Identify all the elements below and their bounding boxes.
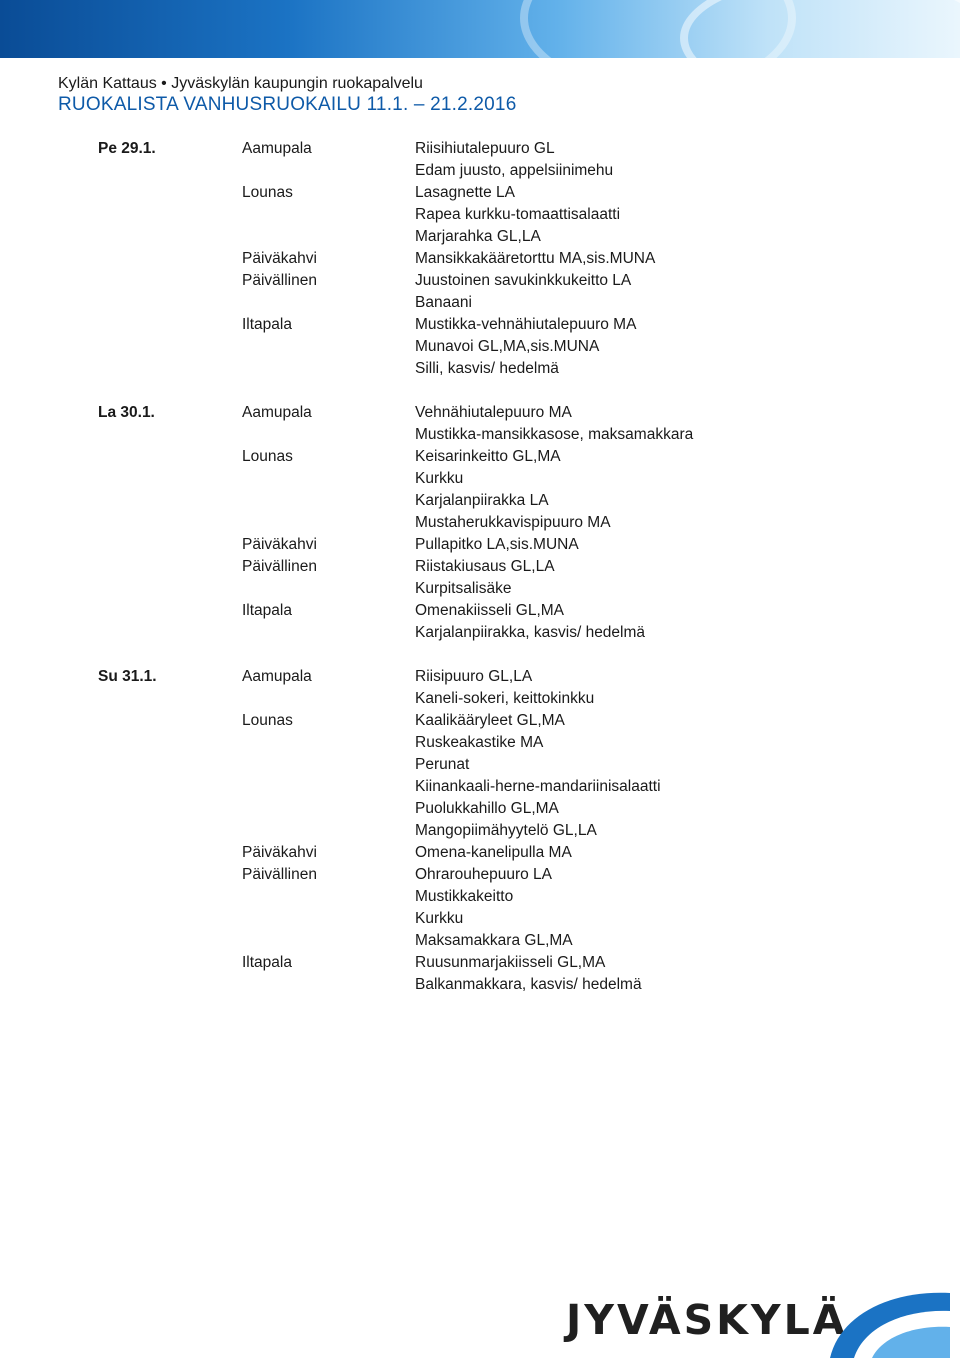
meal-label: Lounas [242, 448, 293, 465]
menu-row [0, 160, 960, 182]
dish-item: Marjarahka GL,LA [415, 228, 541, 245]
dish-item: Omena-kanelipulla MA [415, 844, 572, 861]
menu-row [0, 776, 960, 798]
menu-row [0, 600, 960, 622]
day-label: La 30.1. [98, 404, 155, 421]
menu-row [0, 754, 960, 776]
day-block [0, 402, 960, 644]
menu-row [0, 402, 960, 424]
dish-item: Ruskeakastike MA [415, 734, 544, 751]
meal-label: Päivällinen [242, 558, 317, 575]
menu-row [0, 424, 960, 446]
dish-item: Karjalanpiirakka LA [415, 492, 549, 509]
dish-item: Mustaherukkavispipuuro MA [415, 514, 611, 531]
dish-item: Ruusunmarjakiisseli GL,MA [415, 954, 606, 971]
day-label: Pe 29.1. [98, 140, 156, 157]
menu-row [0, 138, 960, 160]
dish-item: Silli, kasvis/ hedelmä [415, 360, 559, 377]
menu-row [0, 930, 960, 952]
menu-row [0, 204, 960, 226]
menu-row [0, 666, 960, 688]
dish-item: Karjalanpiirakka, kasvis/ hedelmä [415, 624, 646, 641]
dish-item: Riistakiusaus GL,LA [415, 558, 555, 575]
menu-row [0, 512, 960, 534]
menu-row [0, 248, 960, 270]
menu-title: RUOKALISTA VANHUSRUOKAILU 11.1. – 21.2.2016 [58, 94, 517, 115]
dish-item: Ohrarouhepuuro LA [415, 866, 553, 883]
menu-row [0, 622, 960, 644]
menu-row [0, 908, 960, 930]
menu-row [0, 358, 960, 380]
meal-label: Aamupala [242, 140, 312, 157]
menu-row [0, 974, 960, 996]
dish-item: Kurpitsalisäke [415, 580, 512, 597]
menu-row [0, 688, 960, 710]
menu-row [0, 886, 960, 908]
dish-item: Puolukkahillo GL,MA [415, 800, 559, 817]
meal-label: Päivällinen [242, 866, 317, 883]
menu-row [0, 732, 960, 754]
dish-item: Pullapitko LA,sis.MUNA [415, 536, 579, 553]
menu-row [0, 314, 960, 336]
menu-row [0, 226, 960, 248]
meal-label: Aamupala [242, 404, 312, 421]
menu-row [0, 490, 960, 512]
meal-label: Iltapala [242, 954, 292, 971]
meal-label: Päivällinen [242, 272, 317, 289]
menu-row [0, 820, 960, 842]
menu-row [0, 710, 960, 732]
dish-item: Vehnähiutalepuuro MA [415, 404, 572, 421]
meal-label: Iltapala [242, 316, 292, 333]
jyvaskyla-logo-text: JYVÄSKYLÄ [566, 1296, 848, 1344]
dish-item: Kurkku [415, 910, 464, 927]
jyvaskyla-logo-icon [820, 1285, 950, 1358]
dish-item: Mustikka-mansikkasose, maksamakkara [415, 426, 694, 443]
dish-item: Mustikka-vehnähiutalepuuro MA [415, 316, 637, 333]
dish-item: Kiinankaali-herne-mandariinisalaatti [415, 778, 661, 795]
dish-item: Omenakiisseli GL,MA [415, 602, 565, 619]
band-swirl-decoration [680, 0, 960, 58]
meal-label: Iltapala [242, 602, 292, 619]
dish-item: Kaalikääryleet GL,MA [415, 712, 565, 729]
dish-item: Balkanmakkara, kasvis/ hedelmä [415, 976, 642, 993]
menu-row [0, 292, 960, 314]
dish-item: Mustikkakeitto [415, 888, 514, 905]
dish-item: Banaani [415, 294, 472, 311]
meal-label: Päiväkahvi [242, 536, 317, 553]
menu-row [0, 556, 960, 578]
meal-label: Aamupala [242, 668, 312, 685]
organization-line: Kylän Kattaus • Jyväskylän kaupungin ruokapalvelu [58, 75, 423, 92]
dish-item: Riisihiutalepuuro GL [415, 140, 555, 157]
meal-label: Päiväkahvi [242, 250, 317, 267]
dish-item: Perunat [415, 756, 470, 773]
dish-item: Kurkku [415, 470, 464, 487]
dish-item: Munavoi GL,MA,sis.MUNA [415, 338, 600, 355]
day-label: Su 31.1. [98, 668, 157, 685]
menu-list [0, 138, 960, 996]
menu-row [0, 182, 960, 204]
menu-row [0, 468, 960, 490]
menu-row [0, 578, 960, 600]
day-block [0, 666, 960, 996]
dish-item: Mansikkakääretorttu MA,sis.MUNA [415, 250, 656, 267]
document-header [58, 74, 516, 116]
dish-item: Riisipuuro GL,LA [415, 668, 533, 685]
menu-row [0, 842, 960, 864]
dish-item: Rapea kurkku-tomaattisalaatti [415, 206, 621, 223]
decorative-header-band [0, 0, 960, 58]
dish-item: Mangopiimähyytelö GL,LA [415, 822, 597, 839]
menu-row [0, 534, 960, 556]
menu-row [0, 336, 960, 358]
menu-row [0, 952, 960, 974]
menu-row [0, 270, 960, 292]
menu-row [0, 864, 960, 886]
menu-row [0, 798, 960, 820]
meal-label: Lounas [242, 184, 293, 201]
menu-row [0, 446, 960, 468]
meal-label: Päiväkahvi [242, 844, 317, 861]
meal-label: Lounas [242, 712, 293, 729]
dish-item: Kaneli-sokeri, keittokinkku [415, 690, 595, 707]
dish-item: Maksamakkara GL,MA [415, 932, 573, 949]
dish-item: Edam juusto, appelsiinimehu [415, 162, 614, 179]
dish-item: Keisarinkeitto GL,MA [415, 448, 561, 465]
day-block [0, 138, 960, 380]
dish-item: Lasagnette LA [415, 184, 515, 201]
dish-item: Juustoinen savukinkkukeitto LA [415, 272, 632, 289]
